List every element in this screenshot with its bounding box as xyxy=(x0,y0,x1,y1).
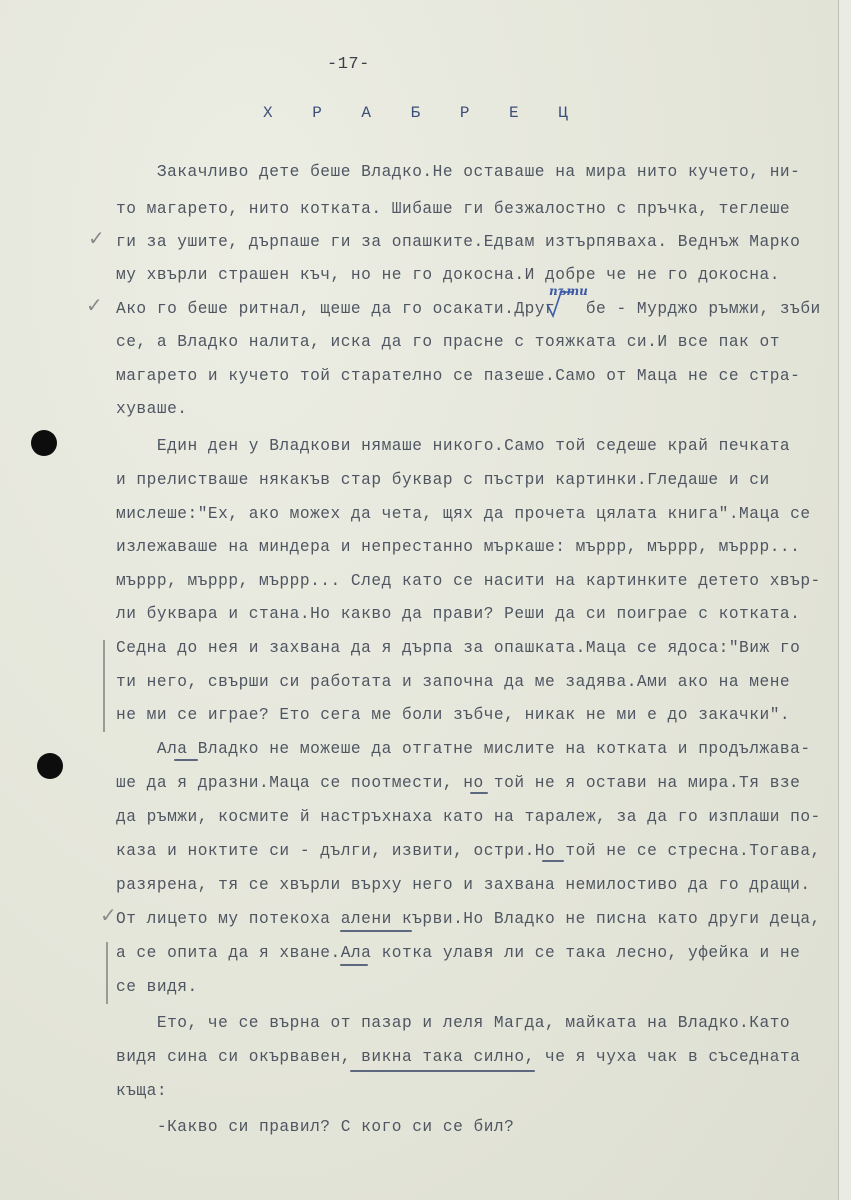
text-line: Един ден у Владкови нямаше никого.Само той седеше край печката xyxy=(116,437,791,455)
text-line: а се опита да я хване.Ала котка улавя ли се така лесно, уфейка и не xyxy=(116,944,801,962)
text-line: излежаваше на миндера и непрестанно мъркаше: мъррр, мъррр, мъррр... xyxy=(116,538,801,556)
margin-check-mark: ✓ xyxy=(100,903,117,927)
insertion-caret-mark xyxy=(545,290,575,318)
text-line: хуваше. xyxy=(116,400,188,418)
text-line: Закачливо дете беше Владко.Не оставаше на мира нито кучето, ни- xyxy=(116,163,801,181)
text-line: ли буквара и стана.Но какво да прави? Реши да си поиграе с котката. xyxy=(116,605,801,623)
margin-line xyxy=(103,640,105,732)
handwritten-insertion: пъти xyxy=(549,284,588,298)
text-line: му хвърли страшен къч, но не го докосна.И добре че не го докосна. xyxy=(116,266,780,284)
margin-check-mark: ✓ xyxy=(88,226,105,250)
text-line: разярена, тя се хвърли върху него и захвана немилостиво да го дращи. xyxy=(116,876,811,894)
page-number: -17- xyxy=(327,55,370,74)
text-line: -Какво си правил? С кого си се бил? xyxy=(116,1118,515,1136)
text-line: то магарето, нито котката. Шибаше ги безжалостно с пръчка, теглеше xyxy=(116,200,791,218)
margin-check-mark: ✓ xyxy=(86,293,103,317)
text-line: ти него, свърши си работата и започна да ме задява.Ами ако на мене xyxy=(116,673,791,691)
underline-mark xyxy=(470,792,488,794)
text-line: каза и ноктите си - дълги, извити, остри.Но той не се стресна.Тогава, xyxy=(116,842,821,860)
text-line: да ръмжи, космите й настръхнаха като на таралеж, за да го изплаши по- xyxy=(116,808,821,826)
text-line: ше да я дразни.Маца се поотмести, но той не я остави на мира.Тя взе xyxy=(116,774,801,792)
text-line: Седна до нея и захвана да я дърпа за опашката.Маца се ядоса:"Виж го xyxy=(116,639,801,657)
text-line: ги за ушите, дърпаше ги за опашките.Едвам изтърпяваха. Веднъж Марко xyxy=(116,233,801,251)
punch-hole xyxy=(31,430,57,456)
punch-hole xyxy=(37,753,63,779)
text-line: се, а Владко налита, иска да го прасне с тояжката си.И все пак от xyxy=(116,333,780,351)
underline-mark xyxy=(340,930,412,932)
text-line: не ми се играе? Ето сега ме боли зъбче, никак не ми е до закачки". xyxy=(116,706,791,724)
text-line: и прелистваше някакъв стар буквар с пъстри картинки.Гледаше и си xyxy=(116,471,770,489)
page-edge xyxy=(838,0,851,1200)
underline-mark xyxy=(174,759,198,761)
text-line: От лицето му потекоха алени кърви.Но Владко не писна като други деца, xyxy=(116,910,821,928)
margin-line xyxy=(106,942,108,1004)
text-line: Ако го беше ритнал, щеше да го осакати.Друг бе - Мурджо ръмжи, зъби xyxy=(116,300,821,318)
text-line: Ето, че се върна от пазар и леля Магда, майката на Владко.Като xyxy=(116,1014,791,1032)
text-line: магарето и кучето той старателно се пазеше.Само от Маца не се стра- xyxy=(116,367,801,385)
page-title: Х Р А Б Р Е Ц xyxy=(263,104,583,122)
text-line: се видя. xyxy=(116,978,198,996)
underline-mark xyxy=(340,964,368,966)
text-line: къща: xyxy=(116,1082,168,1100)
text-line: Ала Владко не можеше да отгатне мислите на котката и продължава- xyxy=(116,740,811,758)
text-line: видя сина си окървавен, викна така силно, че я чуха чак в съседната xyxy=(116,1048,801,1066)
text-line: мъррр, мъррр, мъррр... След като се насити на картинките детето хвър- xyxy=(116,572,821,590)
underline-mark xyxy=(542,860,564,862)
underline-mark xyxy=(350,1070,535,1072)
text-line: мислеше:"Ех, ако можех да чета, щях да прочета цялата книга".Маца се xyxy=(116,505,811,523)
